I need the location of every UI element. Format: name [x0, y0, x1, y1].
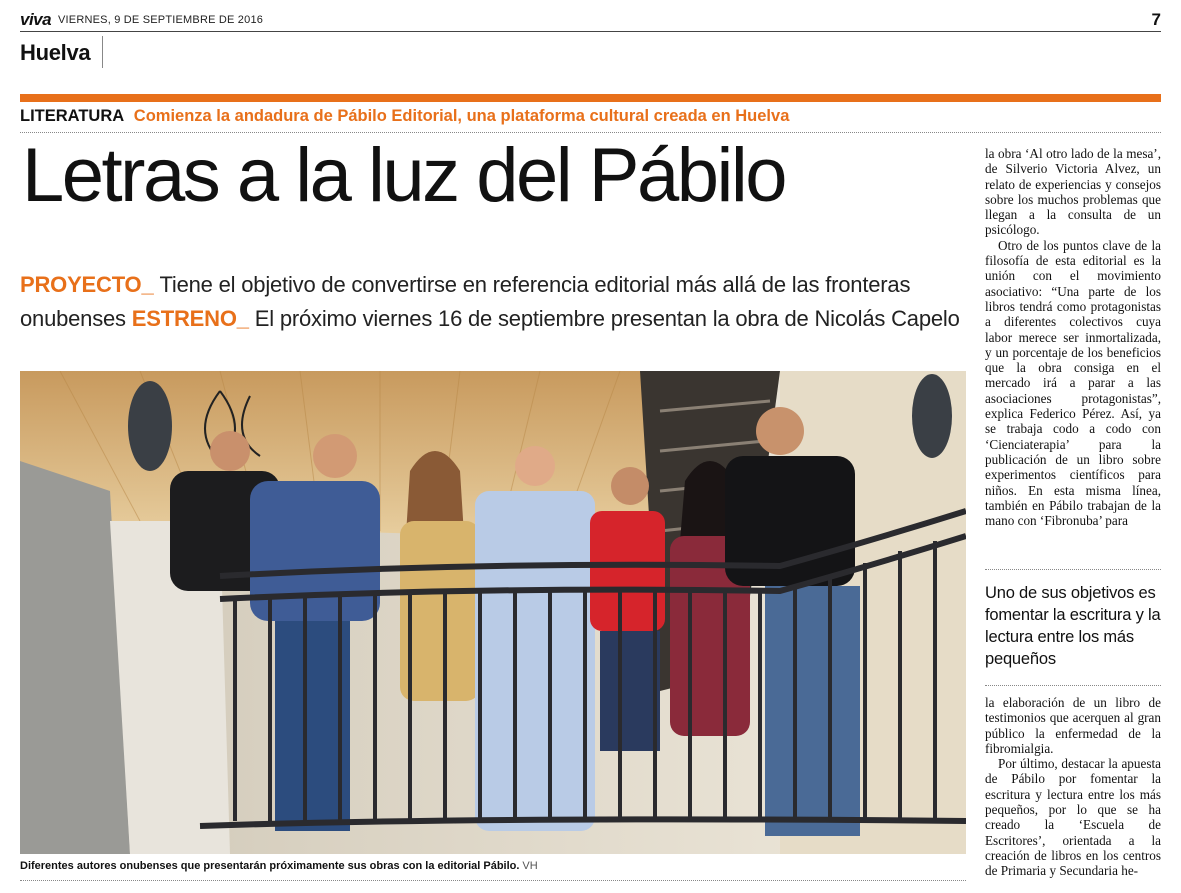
pull-quote-rule-top: [985, 569, 1161, 570]
subhead-line-2: [20, 306, 960, 332]
group-photo: [20, 371, 966, 854]
pull-quote: Uno de sus objetivos es fomentar la escritura y la lectura entre los más pequeños: [985, 584, 1161, 668]
issue-date: VIERNES, 9 DE SEPTIEMBRE DE 2016: [58, 14, 264, 26]
page-number: 7: [1151, 10, 1161, 29]
body-column-bottom: [985, 695, 1161, 893]
subhead-text-1: Tiene el objetivo de convertirse en referencia editorial más allá de las fronteras: [159, 272, 911, 297]
brand-logo: viva: [20, 10, 52, 29]
subhead-text-2a: onubenses: [20, 306, 126, 331]
section-divider: [102, 36, 103, 68]
kicker-tag: LITERATURA: [20, 107, 125, 125]
subhead-tag-estreno: ESTRENO_: [131, 306, 249, 331]
section-label: Huelva: [20, 40, 91, 65]
pull-quote-rule-bottom: [985, 685, 1161, 686]
kicker-description: Comienza la andadura de Pábilo Editorial, una plataforma cultural creada en Huelva: [133, 107, 790, 125]
group-photo-illustration: [20, 371, 966, 854]
body-paragraph: la obra ‘Al otro lado de la mesa’, de Silverio Victoria Alvez, un relato de experiencias y consejos sobre los muchos problemas que llegan a la consulta de un psicólogo.: [985, 146, 1161, 238]
photo-caption: [20, 860, 538, 872]
headline: Letras a la luz del Pábilo: [22, 133, 786, 218]
photo-credit: VH: [522, 860, 538, 872]
subhead-text-2b: El próximo viernes 16 de septiembre presentan la obra de Nicolás Capelo: [254, 306, 960, 331]
body-paragraph: la elaboración de un libro de testimonios que acerquen al gran público la enfermedad de la fibromialgia.: [985, 695, 1161, 756]
photo-caption-text: Diferentes autores onubenses que presentarán próximamente sus obras con la editorial Pábilo.: [20, 860, 520, 872]
kicker: [20, 107, 789, 126]
accent-rule: [20, 94, 1161, 102]
body-column-top: [985, 146, 1161, 556]
bottom-rule: [20, 880, 966, 881]
top-rule: [20, 31, 1161, 32]
subhead-line-1: [20, 272, 910, 298]
body-paragraph: Por último, destacar la apuesta de Pábilo por fomentar la escritura y lectura entre los más pequeños, por lo que se ha creado la ‘Escuela de Escritores’, orientada a la creación de libros en los centros de Primaria y Secundaria he-: [985, 756, 1161, 879]
body-paragraph: Otro de los puntos clave de la filosofía de esta editorial es la unión con el movimiento asociativo: “Una parte de los libros tendrá como protagonistas a diferentes colectivos cuya labor merece ser inmortalizada, y un porcentaje de los beneficios que la obra consiga en el mercado irá a parar a las asociaciones protagonistas”, explica Federico Pérez. Así, ya se trabaja codo a codo con ‘Cienciaterapia’ para la publicación de un libro sobre experimentos científicos para niños. En esta misma línea, también en Pábilo trabajan de la mano con ‘Fibronuba’ para: [985, 237, 1161, 529]
subhead-tag-proyecto: PROYECTO_: [20, 272, 154, 297]
